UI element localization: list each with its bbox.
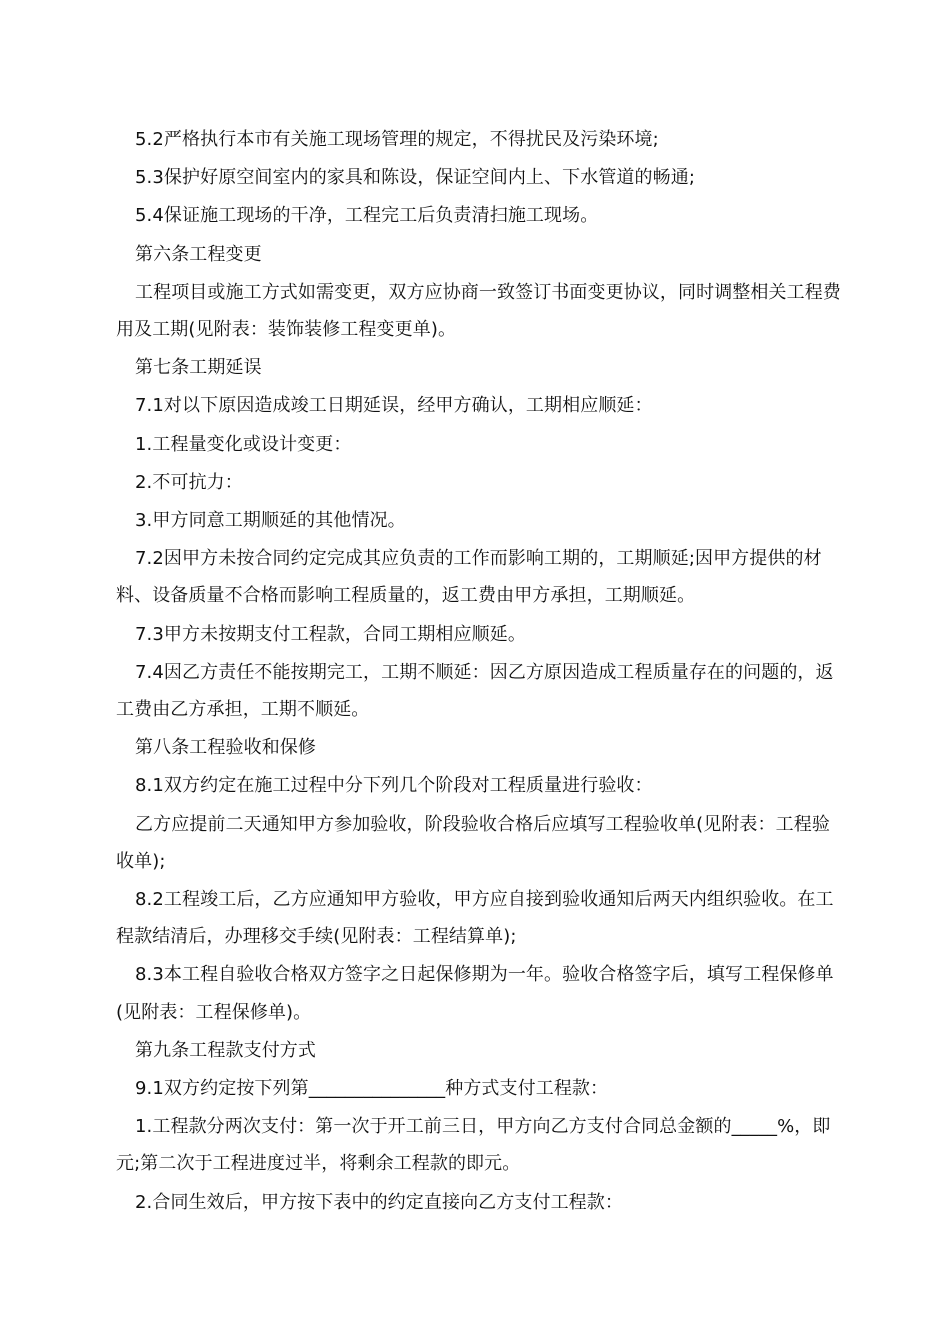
paragraph-8-3: 8.3本工程自验收合格双方签字之日起保修期为一年。验收合格签字后，填写工程保修单(见附表：工程保修单)。 xyxy=(116,964,834,1023)
paragraph-7-3: 7.3甲方未按期支付工程款，合同工期相应顺延。 xyxy=(135,623,526,645)
section-heading-8: 第八条工程验收和保修 xyxy=(135,737,316,759)
paragraph-7-4: 7.4因乙方责任不能按期完工，工期不顺延：因乙方原因造成工程质量存在的问题的，返工费由乙方承担，工期不顺延。 xyxy=(116,661,834,721)
list-item-7-1-1: 1.工程量变化或设计变更： xyxy=(135,433,352,455)
paragraph-7-1: 7.1对以下原因造成竣工日期延误，经甲方确认，工期相应顺延： xyxy=(135,395,653,417)
paragraph-8-2: 8.2工程竣工后，乙方应通知甲方验收，甲方应自接到验收通知后两天内组织验收。在工程款结清后，办理移交手续(见附表：工程结算单); xyxy=(116,889,834,948)
section-heading-7: 第七条工期延误 xyxy=(135,357,262,379)
paragraph-8-1: 8.1双方约定在施工过程中分下列几个阶段对工程质量进行验收： xyxy=(135,775,653,797)
section-heading-6: 第六条工程变更 xyxy=(135,243,262,265)
paragraph-8-1-notice: 乙方应提前二天通知甲方参加验收，阶段验收合格后应填写工程验收单(见附表：工程验收单); xyxy=(116,813,830,872)
paragraph-5-2: 5.2严格执行本市有关施工现场管理的规定，不得扰民及污染环境; xyxy=(135,129,659,150)
document-body xyxy=(116,121,846,1222)
list-item-7-1-3: 3.甲方同意工期顺延的其他情况。 xyxy=(135,510,406,532)
section-heading-9: 第九条工程款支付方式 xyxy=(135,1039,316,1061)
paragraph-7-2: 7.2因甲方未按合同约定完成其应负责的工作而影响工期的，工期顺延;因甲方提供的材料、设备质量不合格而影响工程质量的，返工费由甲方承担，工期顺延。 xyxy=(116,548,822,607)
list-item-9-1-1: 1.工程款分两次支付：第一次于开工前三日，甲方向乙方支付合同总金额的_____%，即元;第二次于工程进度过半，将剩余工程款的即元。 xyxy=(116,1116,831,1175)
paragraph-5-3: 5.3保护好原空间室内的家具和陈设，保证空间内上、下水管道的畅通; xyxy=(135,167,695,189)
list-item-7-1-2: 2.不可抗力： xyxy=(135,471,243,493)
paragraph-9-1: 9.1双方约定按下列第_______________种方式支付工程款： xyxy=(135,1078,609,1100)
paragraph-6-body: 工程项目或施工方式如需变更，双方应协商一致签订书面变更协议，同时调整相关工程费用及工期(见附表：装饰装修工程变更单)。 xyxy=(116,281,841,341)
list-item-9-1-2: 2.合同生效后，甲方按下表中的约定直接向乙方支付工程款： xyxy=(135,1191,623,1213)
paragraph-5-4: 5.4保证施工现场的干净，工程完工后负责清扫施工现场。 xyxy=(135,205,599,227)
